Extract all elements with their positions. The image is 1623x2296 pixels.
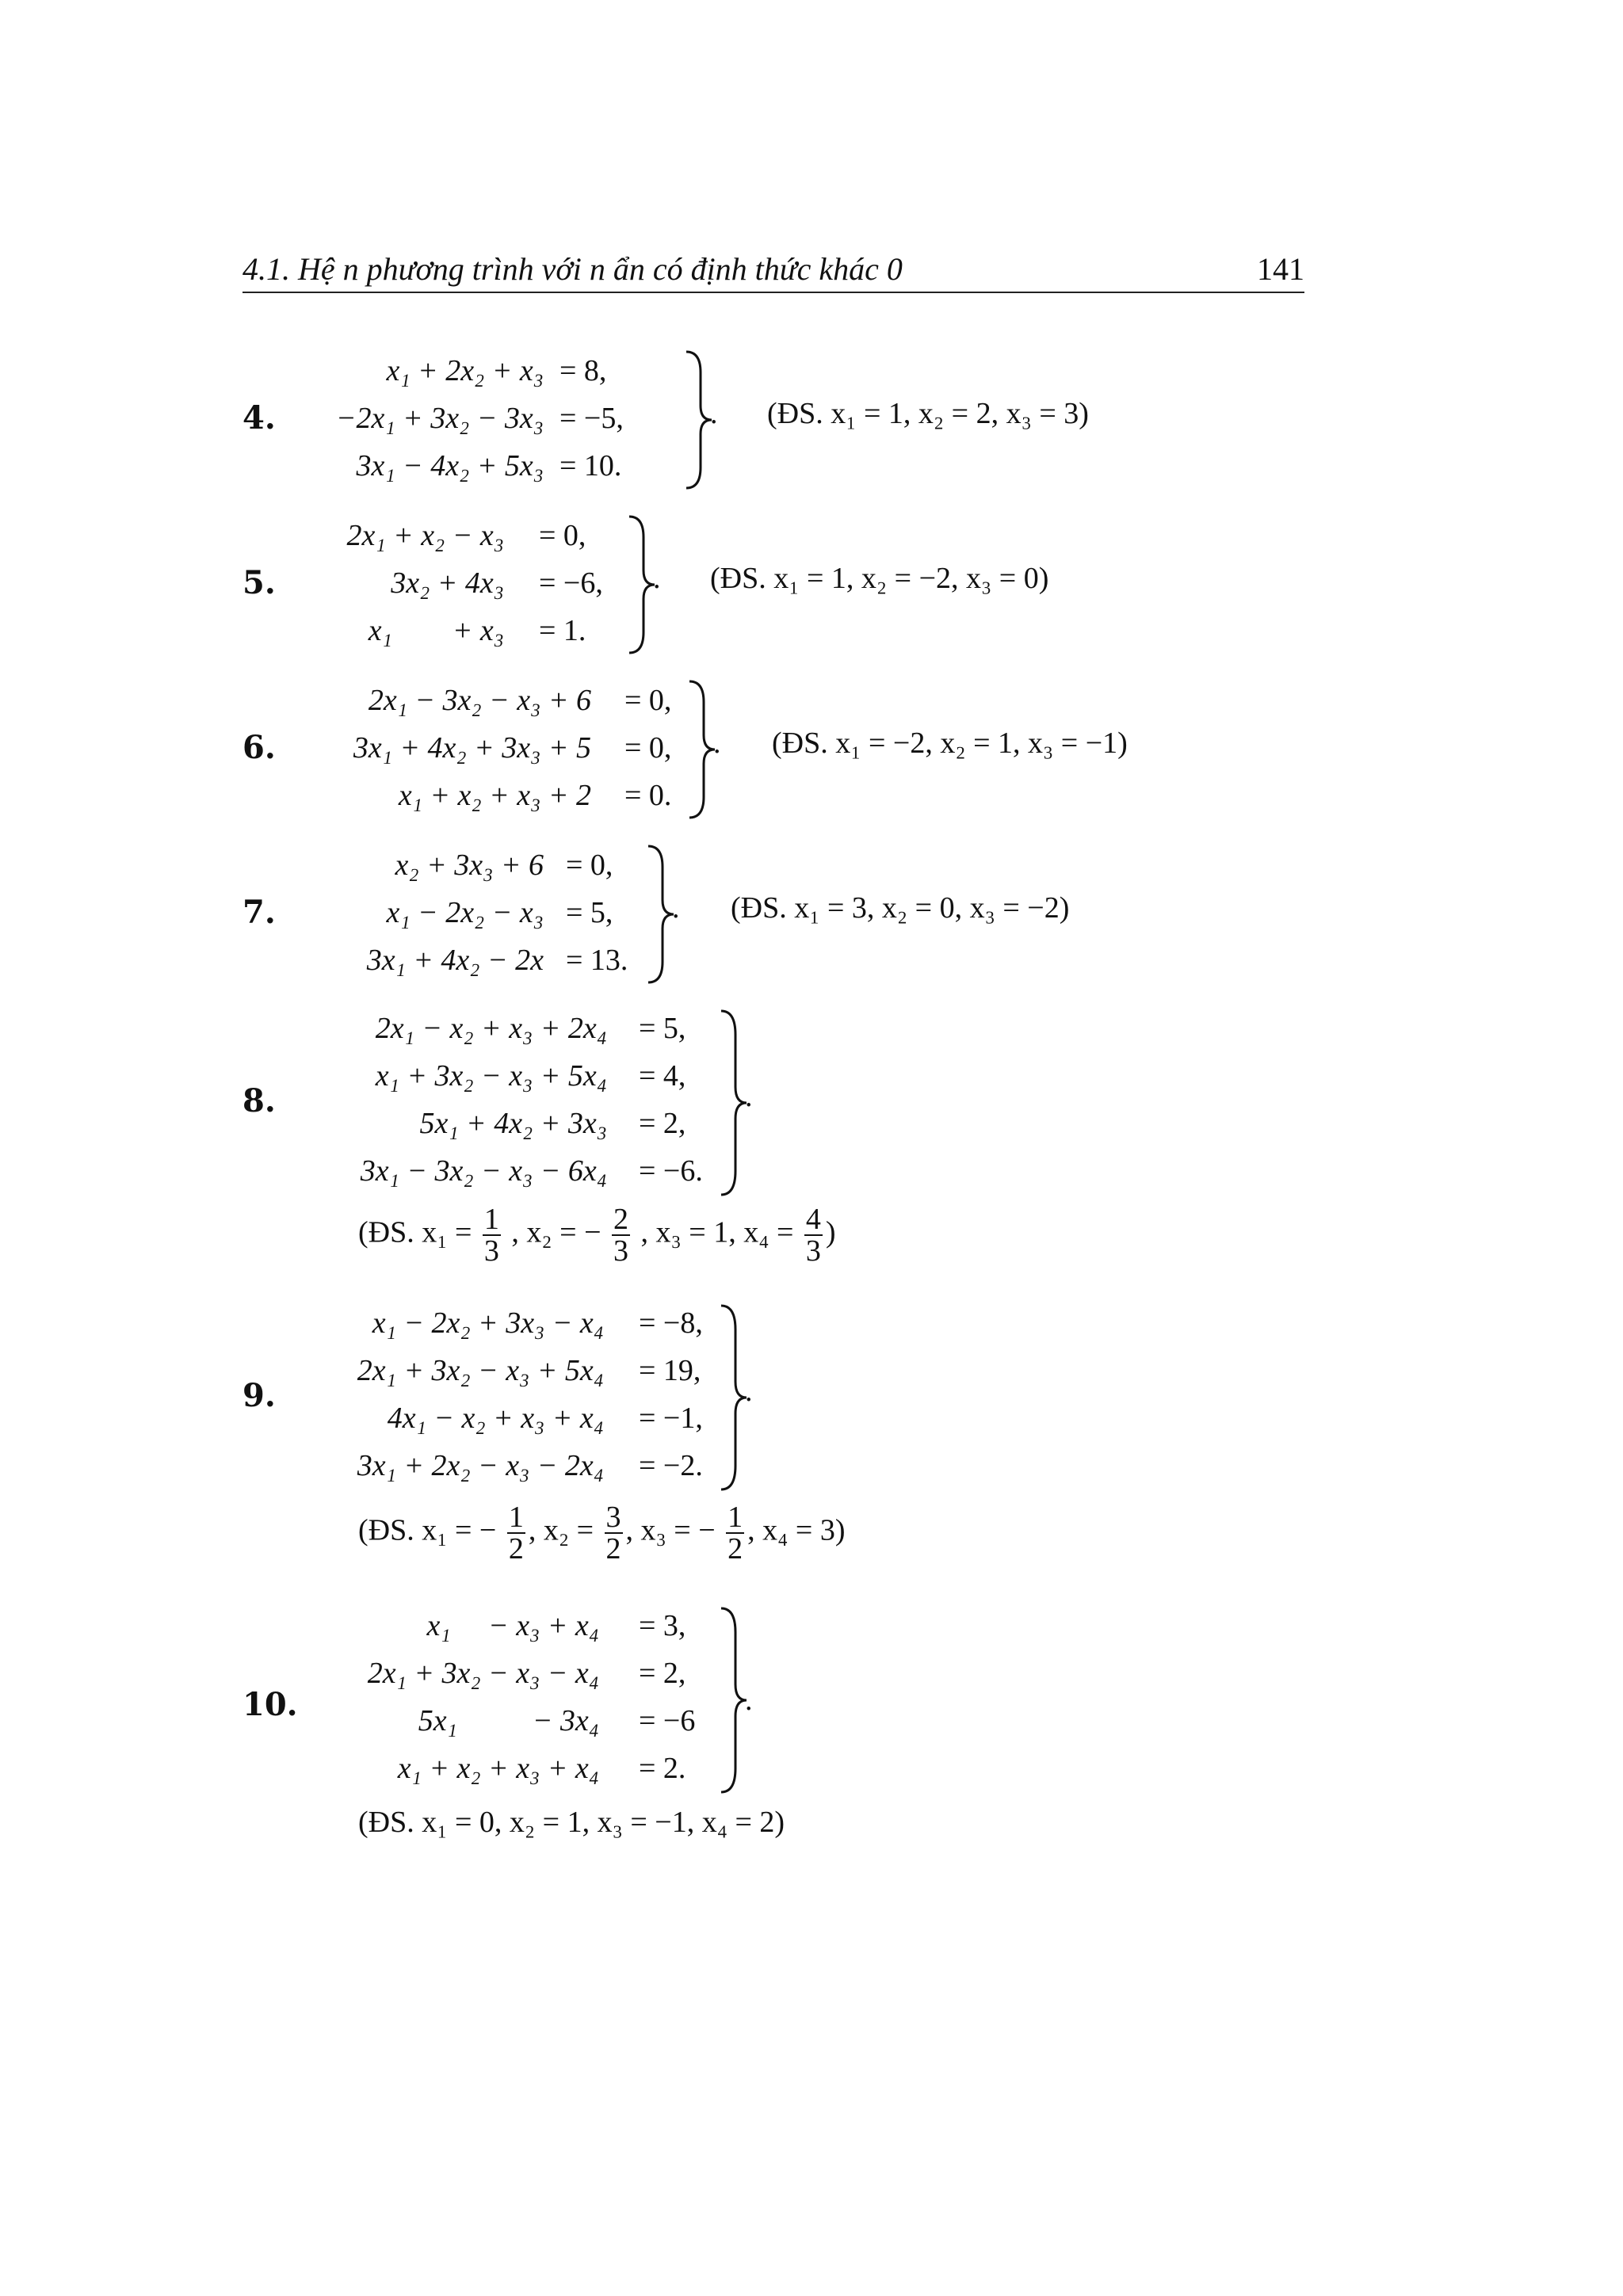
fraction: $\frac{3}{2}$ [605, 1501, 621, 1566]
equation-rhs: = 13. [566, 944, 628, 977]
problem-number: 9. [242, 1377, 276, 1414]
fraction: $\frac{1}{2}$ [727, 1501, 743, 1566]
equation-rhs: = 3, [639, 1609, 686, 1642]
answer: (ĐS. x₁ = 3, x₂ = 0, x₃ = −2) [731, 891, 1070, 925]
equation-lhs: x₁ + x₂ + x₃ + x₄ [397, 1752, 599, 1785]
equation-lhs: 4x₁ − x₂ + x₃ + x₄ [387, 1402, 604, 1435]
equation-lhs: 2x₁ + 3x₂ − x₃ − x₄ [367, 1657, 599, 1690]
equation-rhs: = −5, [559, 402, 624, 435]
equation-lhs: x₁ + 2x₂ + x₃ [386, 354, 544, 387]
equation-rhs: = 5, [566, 896, 613, 929]
equation-lhs: 3x₁ + 2x₂ − x₃ − 2x₄ [357, 1449, 604, 1482]
fraction: $\frac{1}{2}$ [508, 1501, 524, 1566]
equation-lhs: x₁ − x₃ + x₄ [426, 1609, 599, 1642]
equation-rhs: = 0, [624, 731, 672, 765]
equation-lhs: 5x₁ − 3x₄ [418, 1704, 599, 1737]
problem-9: 9. x₁ − 2x₂ + 3x₃ − x₄ = −8, 2x₁ + 3x₂ − x₃ + 5x₄ = 19, 4x₁ − x₂ + x₃ + x₄ = −1, 3x₁ + 2x₂ − x₃ − 2x₄ = −2. . (ĐS. x₁ = − $\frac{1}{2}$ , x₂ = $\frac{3}{2}$ , x₃ = − $\frac{1}{2}$ , x₄ = 3) [242, 1299, 1352, 1600]
answer: (ĐS. x₁ = − $\frac{1}{2}$ , x₂ = $\frac{3}{2}$ , x₃ = − $\frac{1}{2}$ , x₄ = 3) [358, 1501, 846, 1566]
equation-rhs: = 4, [639, 1059, 686, 1093]
equation-lhs: x₁ − 2x₂ − x₃ [386, 896, 544, 929]
equation-rhs: = 0. [624, 779, 672, 812]
equation-lhs: 3x₂ + 4x₃ [391, 566, 504, 600]
problem-5: 5. 2x₁ + x₂ − x₃ = 0, 3x₂ + 4x₃ = −6, x₁ + x₃ = 1. . (ĐS. x₁ = 1, x₂ = −2, x₃ = 0) [242, 510, 1352, 653]
equation-rhs: = −2. [639, 1449, 703, 1482]
problem-10: 10. x₁ − x₃ + x₄ = 3, 2x₁ + 3x₂ − x₃ − x₄ = 2, 5x₁ − 3x₄ = −6 x₁ + x₂ + x₃ + x₄ = 2. . (ĐS. x₁ = 0, x₂ = 1, x₃ = −1, x₄ = 2) [242, 1600, 1352, 1854]
fraction: $\frac{1}{3}$ [483, 1203, 499, 1268]
problem-number: 6. [242, 729, 276, 766]
page-header [242, 250, 1304, 293]
equation-lhs: 2x₁ + 3x₂ − x₃ + 5x₄ [357, 1354, 604, 1387]
equation-lhs: −2x₁ + 3x₂ − 3x₃ [335, 402, 544, 435]
fraction: $\frac{4}{3}$ [805, 1203, 821, 1268]
equation-lhs: 2x₁ − 3x₂ − x₃ + 6 [368, 684, 591, 717]
page-number: 141 [1257, 251, 1304, 287]
answer: (ĐS. x₁ = $\frac{1}{3}$ , x₂ = − $\frac{2}{3}$ , x₃ = 1, x₄ = $\frac{4}{3}$ ) [358, 1203, 836, 1268]
equation-rhs: = 0, [566, 849, 613, 882]
equation-lhs: x₁ + 3x₂ − x₃ + 5x₄ [375, 1059, 607, 1093]
equation-lhs: 3x₁ + 4x₂ + 3x₃ + 5 [353, 731, 591, 765]
answer: (ĐS. x₁ = 1, x₂ = 2, x₃ = 3) [767, 397, 1089, 430]
answer: (ĐS. x₁ = −2, x₂ = 1, x₃ = −1) [772, 727, 1128, 760]
equation-rhs: = 0, [624, 684, 672, 717]
equation-lhs: x₂ + 3x₃ + 6 [395, 849, 544, 882]
equation-rhs: = −1, [639, 1402, 703, 1435]
equation-rhs: = 8, [559, 354, 607, 387]
equation-lhs: 3x₁ − 4x₂ + 5x₃ [356, 449, 544, 482]
equation-rhs: = 19, [639, 1354, 701, 1387]
equation-lhs: 2x₁ + x₂ − x₃ [346, 519, 504, 552]
problem-number: 4. [242, 399, 276, 437]
equation-rhs: = 1. [539, 614, 586, 647]
equation-rhs: = −6 [639, 1704, 696, 1737]
answer: (ĐS. x₁ = 0, x₂ = 1, x₃ = −1, x₄ = 2) [358, 1806, 785, 1839]
equation-rhs: = 2, [639, 1657, 686, 1690]
problem-7: 7. x₂ + 3x₃ + 6 = 0, x₁ − 2x₂ − x₃ = 5, 3x₁ + 4x₂ − 2x = 13. . (ĐS. x₁ = 3, x₂ = 0, x₃ = −2) [242, 840, 1352, 982]
section-title: 4.1. Hệ n phương trình với n ẩn có định thức khác 0 [242, 251, 903, 287]
problem-number: 8. [242, 1082, 276, 1119]
problem-number: 5. [242, 564, 276, 601]
equation-lhs: x₁ + x₃ [368, 614, 504, 647]
equation-rhs: = 0, [539, 519, 586, 552]
problem-8: 8. 2x₁ − x₂ + x₃ + 2x₄ = 5, x₁ + 3x₂ − x₃ + 5x₄ = 4, 5x₁ + 4x₂ + 3x₃ = 2, 3x₁ − 3x₂ − x₃ − 6x₄ = −6. . (ĐS. x₁ = $\frac{1}{3}$ , x₂ = − $\frac{2}{3}$ , x₃ = 1, x₄ = $\frac{4}{3}$ ) [242, 1005, 1352, 1290]
equation-rhs: = 2. [639, 1752, 686, 1785]
problem-4: 4. x₁ + 2x₂ + x₃ = 8, −2x₁ + 3x₂ − 3x₃ = −5, 3x₁ − 4x₂ + 5x₃ = 10. . (ĐS. x₁ = 1, x₂ = 2, x₃ = 3) [242, 345, 1352, 488]
equation-lhs: 5x₁ + 4x₂ + 3x₃ [419, 1107, 607, 1140]
equation-rhs: = −6. [639, 1154, 703, 1188]
equation-lhs: 2x₁ − x₂ + x₃ + 2x₄ [375, 1012, 607, 1045]
fraction: $\frac{2}{3}$ [613, 1203, 629, 1268]
equation-lhs: 3x₁ − 3x₂ − x₃ − 6x₄ [360, 1154, 607, 1188]
equation-rhs: = 5, [639, 1012, 686, 1045]
answer: (ĐS. x₁ = 1, x₂ = −2, x₃ = 0) [710, 562, 1049, 595]
equation-lhs: 3x₁ + 4x₂ − 2x [366, 944, 544, 977]
equation-rhs: = −6, [539, 566, 603, 600]
equation-rhs: = 10. [559, 449, 622, 482]
equation-rhs: = 2, [639, 1107, 686, 1140]
equation-rhs: = −8, [639, 1306, 703, 1340]
problem-6: 6. 2x₁ − 3x₂ − x₃ + 6 = 0, 3x₁ + 4x₂ + 3x₃ + 5 = 0, x₁ + x₂ + x₃ + 2 = 0. . (ĐS. x₁ = −2, x₂ = 1, x₃ = −1) [242, 675, 1352, 818]
problem-number: 7. [242, 894, 276, 931]
equation-lhs: x₁ + x₂ + x₃ + 2 [398, 779, 591, 812]
problem-number: 10. [242, 1686, 298, 1723]
equation-lhs: x₁ − 2x₂ + 3x₃ − x₄ [372, 1306, 604, 1340]
